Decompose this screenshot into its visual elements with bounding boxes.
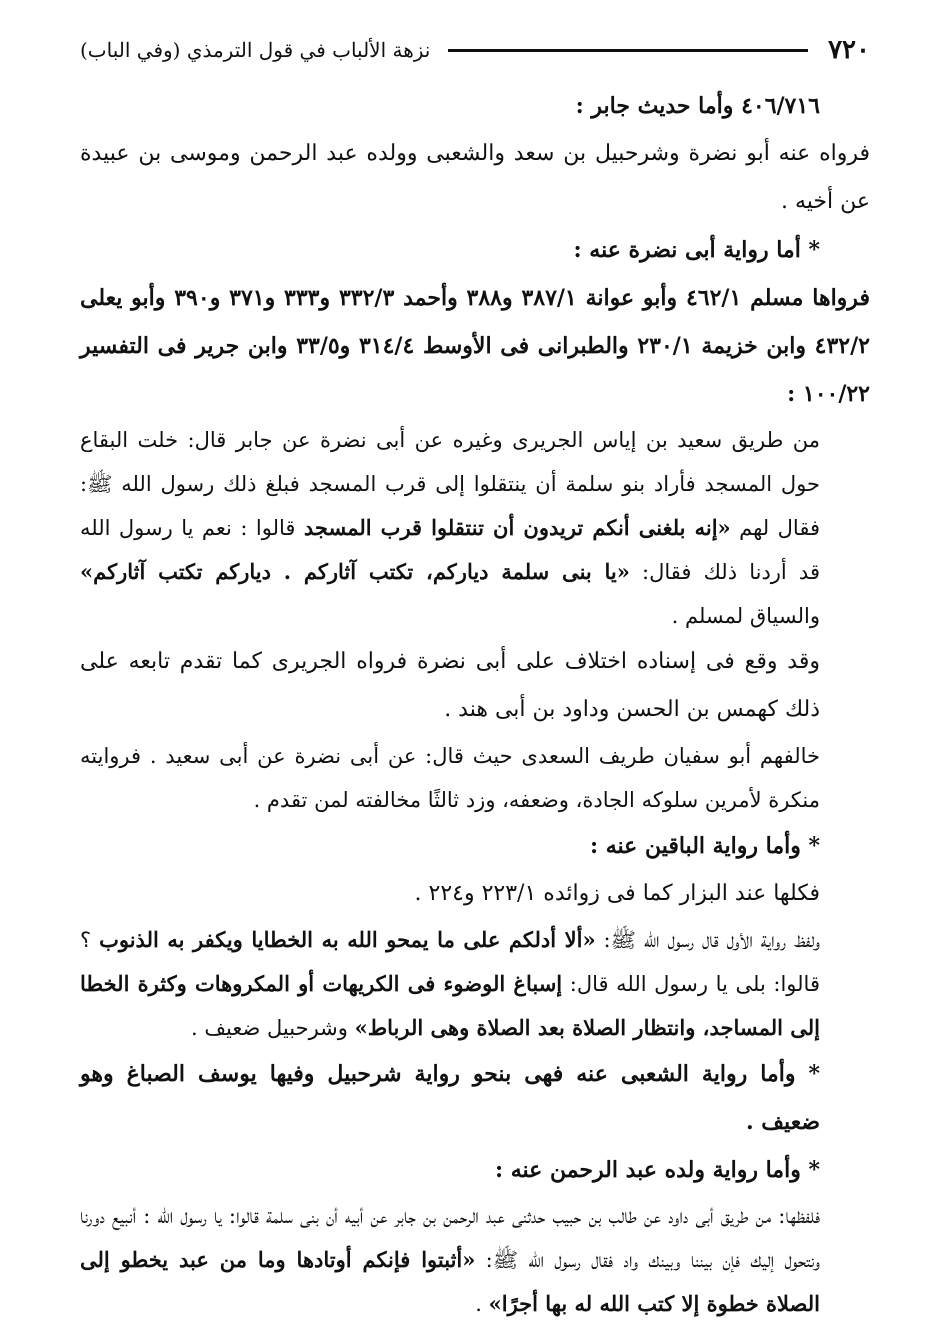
header-rule	[448, 49, 808, 52]
quote-run: إسباغ الوضوء فى الكريهات أو المكروهات وكثرة الخطا إلى المساجد، وانتظار الصلاة بعد الصلاة وهى الرباط»	[80, 971, 820, 1040]
paragraph-narration-1	[80, 418, 870, 638]
text-run: فلفظها: من طريق أبى داود عن طالب بن حبيب حدثنى عبد الرحمن بن جابر عن أبيه أن بنى سلمة قالوا: يا رسول الله : أنبيع دورنا ونتحول إليك فإن بيننا وبينك واد فقال رسول الله ﷺ:	[80, 1204, 820, 1272]
section-heading-others: * وأما رواية الباقين عنه :	[589, 833, 820, 859]
text-run: ولفظ رواية الأول قال رسول الله ﷺ:	[595, 928, 821, 952]
quote-run: «ألا أدلكم على ما يمحو الله به الخطايا ويكفر به الذنوب	[99, 927, 596, 952]
text-run: قالوا : نعم يا رسول الله قد أردنا ذلك فقال:	[80, 516, 820, 584]
page-header	[80, 30, 870, 70]
quote-run: «إنه بلغنى أنكم تريدون أن تنتقلوا قرب المسجد	[303, 515, 731, 540]
text-run: وشرحبيل ضعيف .	[190, 1016, 355, 1040]
page-number: ٧٢٠	[828, 35, 870, 65]
paragraph-sources: فرواها مسلم ٤٦٢/١ وأبو عوانة ٣٨٧/١ و٣٨٨ وأحمد ٣٣٢/٣ و٣٣٣ و٣٧١ و٣٩٠ وأبو يعلى ٤٣٢/٢ وابن خزيمة ٢٣٠/١ والطبرانى فى الأوسط ٣١٤/٤ و٣٣/٥ وابن جرير فى التفسير ١٠٠/٢٢ :	[80, 285, 870, 407]
text-run: من طريق سعيد بن إياس الجريرى وغيره عن أبى نضرة عن جابر قال: خلت البقاع حول المسجد فأراد بنو سلمة أن ينتقلوا إلى قرب المسجد فبلغ ذلك رسول الله ﷺ: فقال لهم	[80, 428, 820, 540]
quote-run: «أثبتوا فإنكم أوتادها وما من عبد يخطو إلى الصلاة خطوة إلا كتب الله له بها أجرًا»	[80, 1247, 820, 1316]
text-run: ؟ قالوا: بلى يا رسول الله قال:	[80, 928, 820, 996]
section-heading-abu-nadra: * أما رواية أبى نضرة عنه :	[573, 237, 820, 263]
paragraph-isnad-difference: وقد وقع فى إسناده اختلاف على أبى نضرة فرواه الجريرى كما تقدم تابعه على ذلك كهمس بن الحسن وداود بن أبى هند .	[80, 649, 820, 722]
paragraph-narration-3	[80, 1194, 870, 1326]
paragraph-abu-sufyan: خالفهم أبو سفيان طريف السعدى حيث قال: عن أبى نضرة عن أبى سعيد . فروايته منكرة لأمرين سلوكه الجادة، وضعفه، وزد ثالثًا مخالفته لمن تقدم .	[80, 744, 820, 812]
text-run: والسياق لمسلم .	[671, 604, 820, 628]
section-heading-shabi: * وأما رواية الشعبى عنه فهى بنحو رواية شرحبيل وفيها يوسف الصباغ وهو ضعيف .	[80, 1061, 820, 1135]
paragraph-bazzar: فكلها عند البزار كما فى زوائده ٢٢٣/١ و٢٢٤ .	[414, 881, 820, 906]
page-body	[80, 82, 870, 1326]
text-run: .	[475, 1292, 489, 1316]
quote-run: «يا بنى سلمة دياركم، تكتب آثاركم . دياركم تكتب آثاركم»	[80, 559, 630, 584]
section-heading-abdulrahman: * وأما رواية ولده عبد الرحمن عنه :	[494, 1157, 820, 1183]
hadith-title: ٤٠٦/٧١٦ وأما حديث جابر :	[575, 93, 820, 119]
paragraph-intro: فرواه عنه أبو نضرة وشرحبيل بن سعد والشعبى وولده عبد الرحمن وموسى بن عبيدة عن أخيه .	[80, 141, 870, 214]
running-title: نزهة الألباب في قول الترمذي (وفي الباب)	[80, 38, 431, 62]
paragraph-narration-2	[80, 918, 870, 1050]
